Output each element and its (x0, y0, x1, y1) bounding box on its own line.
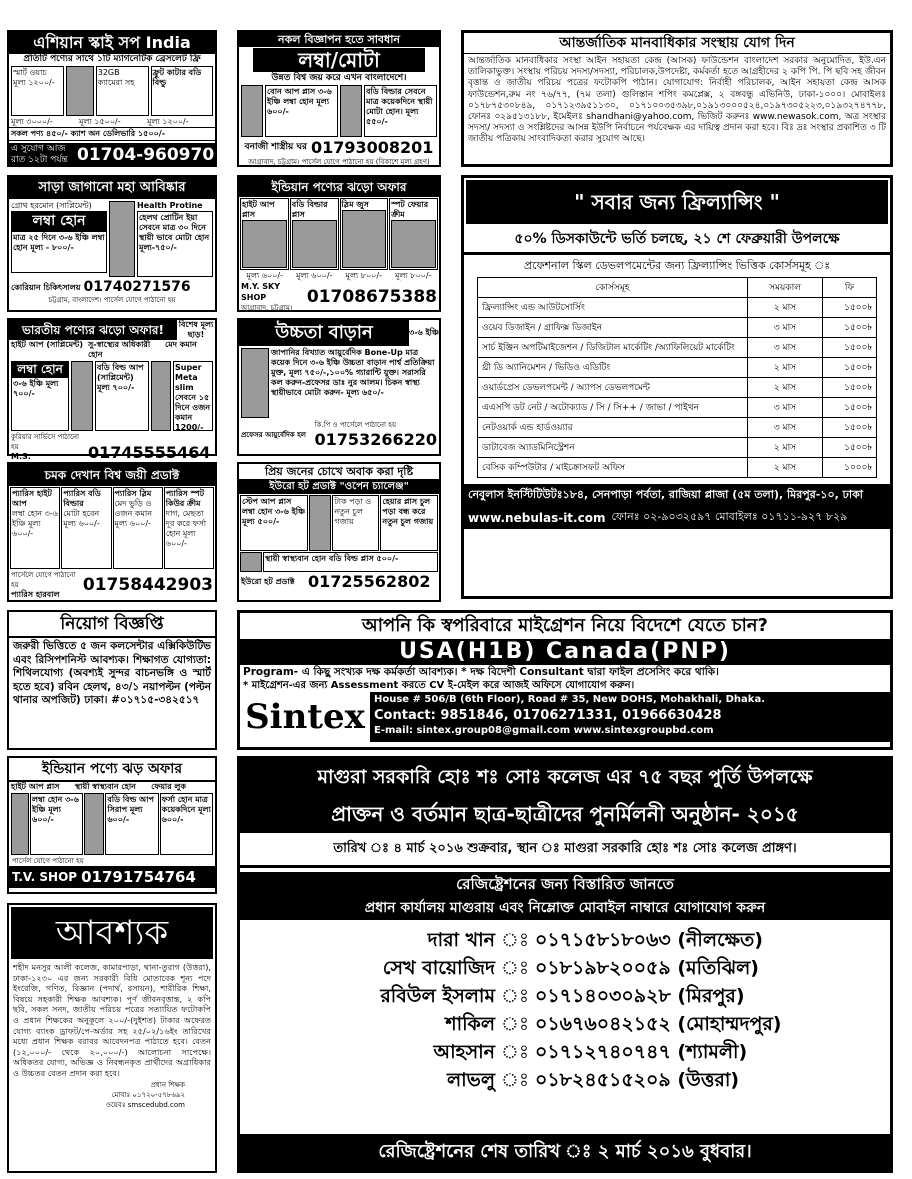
shop-name: প্রফেসর আয়ুর্বেদিক হল (241, 430, 306, 439)
course-duration: ২ মাস (748, 378, 823, 398)
course-fee: ১০০০৳ (823, 458, 877, 478)
ad-footer: পার্সেলে যোগে পাঠানো হয় (11, 571, 76, 589)
model-photo (241, 85, 263, 137)
price-label: মূল্য ৮০০/- (345, 271, 382, 280)
course-duration: ২ মাস (748, 458, 823, 478)
phone-number: #০১৭১৫-৩৪২৫১৭ (111, 694, 200, 706)
event-title-2: প্রাক্তন ও বর্তমান ছাত্র-ছাত্রীদের পুনর্মিলনী অনুষ্ঠান- ২০১৫ (240, 795, 890, 833)
offer-strip: সকল পণ্য ৪৫০/- ক্যাশ অন ডেলিভারি ১৫০০/- (9, 127, 215, 141)
course-name: বেসিক কম্পিউটার / মাইক্রোসফট অফিস (478, 458, 748, 478)
product-label: প্যারিস স্পট কিউর ক্রীম (165, 489, 205, 508)
ad-chomok (7, 462, 217, 602)
phone-number: 01740271576 (83, 279, 191, 295)
separator: ঃ (501, 1069, 529, 1091)
product-photo (71, 361, 93, 431)
product-label: হাইট আপ প্লাস (11, 782, 60, 791)
course-duration: ২ মাস (748, 358, 823, 378)
price-label: মূল্য ১৫০০/- (79, 117, 121, 126)
separator: ঃ (501, 929, 529, 951)
ad-title: উচ্চতা বাড়ান (239, 320, 409, 346)
product-label: প্যারিস স্লিম (114, 489, 152, 498)
product-card (113, 487, 163, 569)
product-label: সু-স্বাস্থ্যের অধিকারী হোন (88, 340, 151, 359)
ad-indian-products (237, 175, 441, 312)
registration-deadline: রেজিষ্ট্রেশনের শেষ তারিখ ঃ ২ মার্চ ২০১৬ বুধবার। (240, 1134, 890, 1170)
contact-name: আহসান (433, 1041, 495, 1063)
course-duration: ৩ মাস (748, 398, 823, 418)
ad-footer: পার্সেল যোগে পাঠানো হয় (12, 857, 84, 865)
ad-title: প্রিয় জনের চোখে অবাক করা দৃষ্টি (264, 465, 414, 478)
ad-freelancing (461, 175, 893, 599)
ad-title: লম্বা/মোটা (253, 48, 425, 72)
product-left: স্টেপ আপ প্লাস লম্বা হোন ৩-৬ ইঞ্চি মূল্য ৫০০/- (240, 495, 308, 551)
product-card (389, 198, 438, 270)
product-card (10, 487, 60, 569)
ad-footer: আগ্রাবাদ, চট্টগ্রাম। পার্সেল যোগে পাঠানো হয় (বিকাশে মূল্য গ্রহণ) (248, 158, 430, 166)
col-courses: কোর্সসমূহ (478, 278, 748, 298)
contact-number: ০১৭১২৭৪০৭৪৭ (শ্যামলী) (535, 1041, 748, 1063)
course-row (478, 298, 877, 318)
contact-number: ০১৮১৯৮২০০৫৯ (মতিঝিল) (535, 957, 759, 979)
ad-title: ইন্ডিয়ান পণ্যের ঝড়ো অফার (239, 177, 439, 197)
model-photo (240, 552, 262, 572)
warning-banner: নকল বিজ্ঞাপন হতে সাবধান (239, 32, 439, 47)
contact-numbers: Contact: 9851846, 01706271331, 01966630428 (374, 708, 722, 723)
offer-badge: বিশেষ মূল্য ছাড়! (178, 320, 214, 339)
course-fee: ১৫০০৳ (823, 418, 877, 438)
separator: ঃ (501, 957, 529, 979)
product-label: ফেয়ার লুক (151, 782, 186, 791)
product-name: Health Protine (137, 201, 203, 210)
course-rows (478, 298, 877, 478)
course-row (478, 318, 877, 338)
contact-name: শাকিল (445, 1013, 495, 1035)
website: www.nebulas-it.com (468, 510, 606, 525)
shop-name: ইউরো হট প্রডাক্ট (241, 576, 295, 586)
contact-name: রবিউল ইসলাম (380, 985, 495, 1007)
product-card (340, 198, 389, 270)
product-photo (109, 201, 135, 277)
course-name: ডাটাবেজ অ্যাডমিনিস্ট্রেশন (478, 438, 748, 458)
height-badge: ৩-৬ ইঞ্চি (409, 328, 439, 337)
price-label: মূল্য ৩০০০/- (11, 117, 53, 126)
ad-human-rights (461, 30, 893, 167)
ad-aboshyok (7, 903, 217, 1173)
product-label: স্লিম জুস (341, 200, 369, 209)
registration-info-1: রেজিষ্ট্রেশনের জন্য বিস্তারিত জানতে (240, 872, 890, 896)
course-name: ফ্রিল্যান্সিং এন্ড আউটসোর্সিং (478, 298, 748, 318)
course-name: এএসপি ডট নেট / অটোক্যাড / সি / সি++ / জাভা / পাইথন (478, 398, 748, 418)
ad-title: ইন্ডিয়ান পণ্যে ঝড় অফার (9, 758, 215, 782)
contact-number: ০১৭১৪০৩০৯২৮ (মিরপুর) (535, 985, 745, 1007)
course-row (478, 378, 877, 398)
signature-title: প্রধান শিক্ষক (150, 1080, 185, 1089)
big-label: লম্বা হোন (11, 361, 69, 377)
line-2: * মাইগ্রেশন-এর জন্য Assessment করতে CV ই-মেইল করে আজই অফিসে যোগাযোগ করুন। (243, 680, 635, 691)
phone-number: 01793008201 (310, 138, 434, 157)
ad-body: জরুরী ভিত্তিতে ৫ জন কলসেন্টার এক্সিকিউটিভ এবং রিসিপশনিস্ট আবশ্যক। শিক্ষাগত যোগ্যতা: শিথিলযোগ্য (অবশ্যই সুন্দর বাচনভঙ্গি ও স্মার্ট হতে হবে) রবিন হেলথ, ৪৩/১ নয়াপল্টন (পল্টন থানার অপজিট) ঢাকা। (13, 640, 212, 706)
product-right: ফর্সা হোন মাত্র কয়েকদিনে মূল্য ৬০০/- (160, 793, 213, 855)
product-right: বডি বিল্ডার সেবনে মাত্র কয়েকদিনে স্থায়ী মোটা হোন। মূল্য ৫৫০/- (364, 85, 437, 137)
product-photo (342, 210, 387, 268)
product-desc: মেদ ভুড়ি ও ওজন কমান মূল্য ৬০০/- (114, 499, 152, 528)
event-title-1: মাগুরা সরকারি হোঃ শঃ সোঃ কলেজ এর ৭৫ বছর পুর্তি উপলক্ষে (240, 759, 890, 795)
price-label: মূল্য ১২০০/- (147, 117, 189, 126)
course-duration: ২ মাস (748, 438, 823, 458)
course-fee: ১৫০০৳ (823, 338, 877, 358)
course-fee: ১৫০০৳ (823, 298, 877, 318)
ad-euro-hot-product (237, 462, 441, 602)
brand-logo: Sintex (245, 697, 365, 737)
course-name: নেটওয়ার্ক এন্ড হার্ডওয়্যার (478, 418, 748, 438)
course-duration: ৩ মাস (748, 418, 823, 438)
ad-title: ভারতীয় পণ্যের ঝড়ো অফার! (9, 320, 177, 340)
ad-niyog-biggopti (7, 610, 217, 750)
ad-title: চমক দেখান বিশ্ব জয়ী প্রডাক্ট (9, 464, 215, 486)
ad-asian-sky-shop (7, 30, 217, 167)
product-photo (242, 220, 287, 268)
col-duration: সময়কাল (748, 278, 823, 298)
course-name: সার্চ ইঞ্জিন অপটিমাইজেশন / ডিজিটাল মার্কেটিং /অ্যাফিলিয়েট মার্কেটিং (478, 338, 748, 358)
price-label: মূল্য ৬০০/- (246, 271, 283, 280)
ad-subtitle: উন্নত বিশ্ব জয় করে এখন বাংলাদেশে। (271, 73, 407, 83)
contact-row (240, 1066, 890, 1094)
col-fee: ফি (823, 278, 877, 298)
ad-body-wrap (9, 638, 215, 710)
product-photo (292, 220, 337, 268)
course-name: থ্রী ডি অ্যানিমেশন / ভিডিও এডিটিং (478, 358, 748, 378)
product-right: হেয়ার প্লাস চুল পড়া বন্ধ করে নতুন চুল গজায় (380, 495, 438, 551)
product-desc: মাত্র ২৫ দিনে ৩-৬ ইঞ্চি লম্বা হোন মূল্য - ৮০০/- (11, 231, 107, 273)
product-photo (66, 66, 94, 116)
ad-bharotio-products (7, 318, 217, 462)
phone-number: 01753266220 (314, 430, 437, 449)
model-photo (84, 793, 104, 855)
ad-title: সাড়া জাগানো মহা আবিষ্কার (9, 177, 215, 199)
course-row (478, 418, 877, 438)
product-label: মেদ কমান (165, 340, 197, 349)
shop-name: M.S. (11, 452, 31, 461)
product-desc: হেলথ প্রোটিন ইয়া সেবনে মাত্র ৩০ দিনে স্থায়ী ভাবে মোটা হোন মূল্য-৭৫০/- (137, 211, 213, 277)
institute-address: নেবুলাস ইনস্টিটিউটঃ১৮৪, সেনপাড়া পর্বতা, রাজিয়া প্লাজা (৫ম তলা), মিরপুর-১০, ঢাকা (464, 484, 890, 506)
phone-numbers: ফোনঃ ০২-৯০৩২৫৯৭ মোবাইলঃ ০১৭১১-৯২৭ ৮২৯ (611, 510, 848, 523)
ad-title: " সবার জন্য ফ্রিল্যান্সিং " (466, 180, 888, 224)
ad-title: এশিয়ান স্কাই সপ India (9, 32, 215, 54)
mobile: মোবাঃ ০১৭২০-৫৭৮৬৯২ (111, 1090, 185, 1099)
course-row (478, 358, 877, 378)
course-fee: ১৫০০৳ (823, 358, 877, 378)
website: ওয়েবঃ smscedubd.com (105, 1100, 185, 1109)
line-1: Program- এ কিছু সংখ্যক দক্ষ কর্মকর্তা আবশ্যক। * দক্ষ বিদেশী Consultant দ্বারা ফাইল প্রসেসিং করে থাকি। (243, 666, 719, 678)
product-bottom: স্থায়ী স্বাস্থ্যবান হোন বডি বিল্ড প্লাস ৫০০/- (263, 552, 438, 572)
product-photo (309, 495, 331, 551)
product-label: প্যারিস বডি বিল্ডার (63, 489, 101, 508)
ad-lomba-mota (237, 30, 441, 167)
product-label: প্যারিস হাইট আপ (12, 489, 52, 508)
course-name: ওয়ার্ডপ্রেস ডেভলপমেন্ট / অ্যাপস ডেভলপমেন্ট (478, 378, 748, 398)
course-duration: ৩ মাস (748, 318, 823, 338)
product-label: গ্রোথ হরমোন (সাপ্লিমেন্ট) (11, 201, 92, 210)
contact-list (240, 920, 890, 1098)
product-card (164, 487, 214, 569)
contact-row (240, 982, 890, 1010)
product-label: স্পট ফেয়ার ক্রীম (391, 200, 429, 219)
product-desc: দাগ, মেছতা দূর করে ফর্সা হোন মূল্য ৬০০/- (165, 509, 207, 548)
course-row (478, 458, 877, 478)
product-left: বোন আপ প্লাস ৩-৬ ইঞ্চি লম্বা হোন মূল্য ৬০০/- (265, 85, 338, 137)
ad-title: আপনি কি স্বপরিবারে মাইগ্রেশন নিয়ে বিদেশে যেতে চান? (362, 615, 768, 636)
separator: ঃ (501, 1013, 529, 1035)
price-label: মূল্য ৮০০/- (395, 271, 432, 280)
discount-offer: ৫০% ডিসকাউন্টে ভর্তি চলছে, ২১ শে ফেব্রুয়ারী উপলক্ষে (464, 226, 890, 255)
contact-row (240, 1010, 890, 1038)
phone-number: 01725562802 (308, 572, 431, 591)
course-row (478, 398, 877, 418)
ad-footer: আগ্রাবাদ, চট্টগ্রাম। (241, 304, 293, 312)
product-label: স্থায়ী স্বাস্থ্যবান হোন (74, 782, 136, 791)
contact-name: দারা খান (427, 929, 495, 951)
shop-name: T.V. SHOP (12, 870, 78, 884)
product-desc: বডি বিল্ড আপ (সাপ্লিমেন্ট) মূল্য ৭০০/- (95, 361, 149, 431)
ad-title: নিয়োগ বিজ্ঞপ্তি (9, 612, 215, 638)
product-label: হাইট আপ (সাপ্লিমেন্ট) (11, 340, 83, 349)
shop-name: M.Y. SKY SHOP (241, 282, 281, 302)
ad-uchchota-barano (237, 318, 441, 456)
phone-number: 01745555464 (88, 442, 211, 462)
product-item: ফ্রুট কাটার বডি বিল্ডু (151, 66, 214, 116)
programs: USA(H1B) Canada(PNP) (240, 639, 890, 665)
product-desc: ৩-৬ ইঞ্চি মূল্য ৭০০/- (11, 377, 69, 431)
product-label: বডি বিল্ডার প্লাস (291, 200, 328, 219)
product-mid: বডি বিল্ড আপ সিরাপ মূল্য ৬০০/- (105, 793, 158, 855)
ad-title: আবশ্যক (11, 907, 213, 959)
product-desc: Super Meta slim সেবনে ১৫ দিনে ওজন কমান 1200/- (173, 361, 213, 431)
product-desc: লম্বা হোন ৩-৬ ইঞ্চি মূল্য ৬০০/- (12, 509, 58, 538)
product-item: 32GB ক্যামেরা সহ (96, 66, 149, 116)
ad-subtitle: প্রতিটি পণ্যের সাথে ১টি ম্যাগনেটিক ব্রেসলেট ফ্রি (23, 54, 201, 64)
ad-subtitle: ইউরো হট প্রডাক্ট "ওপেন চ্যালেঞ্জ" (239, 479, 439, 494)
ad-body: শহীদ মনসুর আলী কলেজ, কামারপাড়া, থানা-তুরাগ (উত্তরা), ঢাকা-১২৩০ এর জন্য সরকারী বিধি মোতাবেক শূন্য পদে ইংরেজি, গণিত, বিজ্ঞান (পদার্থ, রসায়ন), শারীরিক শিক্ষা, বিষয়ে সহকারী শিক্ষক আবশ্যক। পূর্ণ জীবনবৃত্তান্ত, ২ কপি ছবি, সকল সনদ, জাতীয় পরিচয় পত্রের সত্যায়িত ফটোকপি ও প্রধান শিক্ষকের অনুকূলে ২০০/-(দুইশত) টাকার অফেরত যোগ্য ব্যাংক ড্রাফট/পে-অর্ডার সহ ২৫/০২/১৬ইং তারিখের মধ্যে প্রধান শিক্ষক বরাবর আবেদনপত্র পাঠাতে হবে। বেতন (১২,০০০/- থেকে ২০,০০০/-) আলোচনা সাপেক্ষে। অধিকতর যোগ্য, অভিজ্ঞ ও নিবন্ধনকৃত প্রার্থীদের অগ্রাধিকার ও উচ্চতর বেতন প্রদান করা হবে। (13, 962, 211, 1078)
product-card (240, 198, 289, 270)
course-duration: ২ মাস (748, 298, 823, 318)
course-table (477, 277, 877, 478)
contact-name: সেখ বায়োজিদ (382, 957, 495, 979)
ad-shara-jagano (7, 175, 217, 312)
course-fee: ১৫০০৳ (823, 378, 877, 398)
ad-footer: কুরিয়ার সার্ভিসে পাঠানো হয় (11, 433, 80, 451)
product-photo (391, 220, 436, 268)
courses-subtitle: প্রফেশনাল স্কিল ডেভলপমেন্টের জন্য ফ্রিল্যান্সিং ভিত্তিক কোর্সসমূহ ঃ (523, 259, 831, 272)
product-card (290, 198, 339, 270)
price-label: মূল্য ৬০০/- (296, 271, 333, 280)
ad-sintex-migration (237, 610, 893, 750)
phone-number: 01791754764 (81, 868, 196, 886)
ad-footer: চট্টগ্রাম, বাংলাদেশ। পার্সেল যোগে পাঠানো হয় (48, 296, 176, 304)
contact-row (240, 954, 890, 982)
offer-note: এ সুযোগ আজ রাত ১২টা পর্যন্ত (11, 144, 68, 165)
product-label: হাইট আপ প্লাস (242, 200, 275, 219)
phone-number: 01704-960970 (77, 145, 215, 165)
course-fee: ১৫০০৳ (823, 318, 877, 338)
contact-name: লাভলু (447, 1069, 495, 1091)
product-item: স্মার্ট ওয়াচ মূল্য ১২০০/- (11, 66, 64, 116)
product-desc: মোটা হবেন মূল্য ৬০০/- (63, 509, 100, 528)
doctor-photo (241, 348, 269, 418)
contact-number: ০১৭১৫৮১৮০৬৩ (নীলক্ষেত) (535, 929, 763, 951)
contact-number: ০১৬৭৬০৪২১৫২ (মোহাম্মদপুর) (535, 1013, 782, 1035)
shop-name: কোরিয়ান চিকিৎসালয় (11, 282, 81, 292)
ad-magura-college-reunion (237, 756, 893, 1173)
email-web: E-mail: sintex.group08@gmail.com www.sintexgroupbd.com (374, 725, 714, 736)
course-fee: ১৫০০৳ (823, 438, 877, 458)
registration-info-2: প্রধান কার্যালয় মাগুরায় এবং নিম্লোক্ত মোবাইল নাম্বারে যোগাযোগ করুন (240, 896, 890, 920)
big-label: লম্বা হোন (11, 211, 107, 231)
product-mid: টাক পড়া ও নতুন চুল গজায় (332, 495, 379, 551)
product-left: লম্বা হোন ৩-৬ ইঞ্চি মূল্য ৬০০/- (30, 793, 83, 855)
product-card (61, 487, 111, 569)
product-photo (151, 361, 171, 431)
phone-number: 01758442903 (82, 575, 213, 595)
ad-indian-products-2 (7, 756, 217, 894)
ad-body: জাপানির বিখ্যাত আয়ুর্বেদিক Bone-Up মাত্র কয়েক দিনে ৩-৬ ইঞ্চি উচ্চতা বাড়ান পার্শ্ব প্রতিক্রিয়া মুক্ত, মূল্য ৭৫০/-,১০০% গ্যারান্টি যুক্ত। সরাসরি কল করুন-প্রফেসর ডাঃ নুর আলম। চিকন স্বাস্থ্য স্থায়ীভাবে মোটা করুন- মূল্য ৬৫০/- (271, 348, 435, 397)
shop-name: প্যারিস হারবাল (11, 590, 60, 599)
course-row (478, 438, 877, 458)
course-fee: ১৫০০৳ (823, 398, 877, 418)
model-photo (340, 85, 362, 137)
ad-footer: কি.পি ও পার্সেলে পাঠানো হয় (314, 421, 397, 429)
separator: ঃ (501, 985, 529, 1007)
model-photo (11, 793, 29, 855)
contact-number: ০১৮২৪৫১৫২০৯ (উত্তরা) (535, 1069, 740, 1091)
course-duration: ৩ মাস (748, 338, 823, 358)
event-date: তারিখ ঃ ৪ মার্চ ২০১৬ শুক্রবার, স্থান ঃ মাগুরা সরকারি হোঃ শঃ সোঃ কলেজ প্রাঙ্গণ। (240, 833, 890, 868)
ad-title: আন্তর্জাতিক মানবাধিকার সংস্থায় যোগ দিন (464, 33, 890, 54)
house-address: House # 506/B (6th Floor), Road # 35, New DOHS, Mohakhali, Dhaka. (374, 694, 766, 705)
course-name: ওয়েব ডিজাইন / গ্রাফিক্স ডিজাইন (478, 318, 748, 338)
ad-body: আন্তর্জাতিক মানবাধিকার সংস্থা আইন সহায়তা কেন্দ্র (আসক) ফাউন্ডেশন বাংলাদেশ সরকার অনুমোদিত, ইউ.এন তালিকাভুক্ত। সংস্থায় পরিচয় সদস্য/সদস্যা, পরিচালক,উপদেষ্টা, কর্মকর্তা হতে আগ্রহীদের ২ কপি পি. পি ছবি সহ জীবন বৃত্তান্ত ও জাতীয় পরিচয় পত্রের ফটোকপি পাঠান। যোগাযোগ: নির্বাহী পরিচালক, আইন সহায়তা কেন্দ্র আসক ফাউন্ডেশন,রুম নং ৭৬/৭৭, (৭ম তলা) গুলিস্তান শপিং কমপ্লেক্স, ২ বঙ্গবন্ধু এভিনিউ, ঢাকা-১০০০। মোবাইলঃ ০১৭৮৭৫৩০৮৪৯, ০১৭১২৩৯৫১১৩০, ০১৭১০০৩৫৩৯৮,০১৯১৩০০০৫২৪,০১৯৭৩০৫২২৩,০১৯৩২৭৪৭৭৮, ফোনঃ ০২৯৫১৩১৮৮, ইমেইলঃ shandhani@yahoo.com, ভিজিট করুনঃ www.newasok.com, অত্র সংস্থার সদস্য/ সদস্যা ও সংশ্লিষ্টদের আসন্ন ইউপি নির্বাচনে পর্যবেক্ষক এর দায়িত্ব প্রদান করা হবে। বিঃ দ্রঃ সংস্থার প্রকাশিত ৩ টি জাতীয় পত্রিকায় সাংবাদিকতা করার সুযোগ আছে। (468, 56, 886, 145)
contact-row (240, 1038, 890, 1066)
separator: ঃ (501, 1041, 529, 1063)
course-row (478, 338, 877, 358)
shop-name: বনাজী শাস্ত্রীয় ঘর (244, 142, 307, 152)
phone-number: 01708675388 (306, 287, 437, 307)
contact-row (240, 926, 890, 954)
